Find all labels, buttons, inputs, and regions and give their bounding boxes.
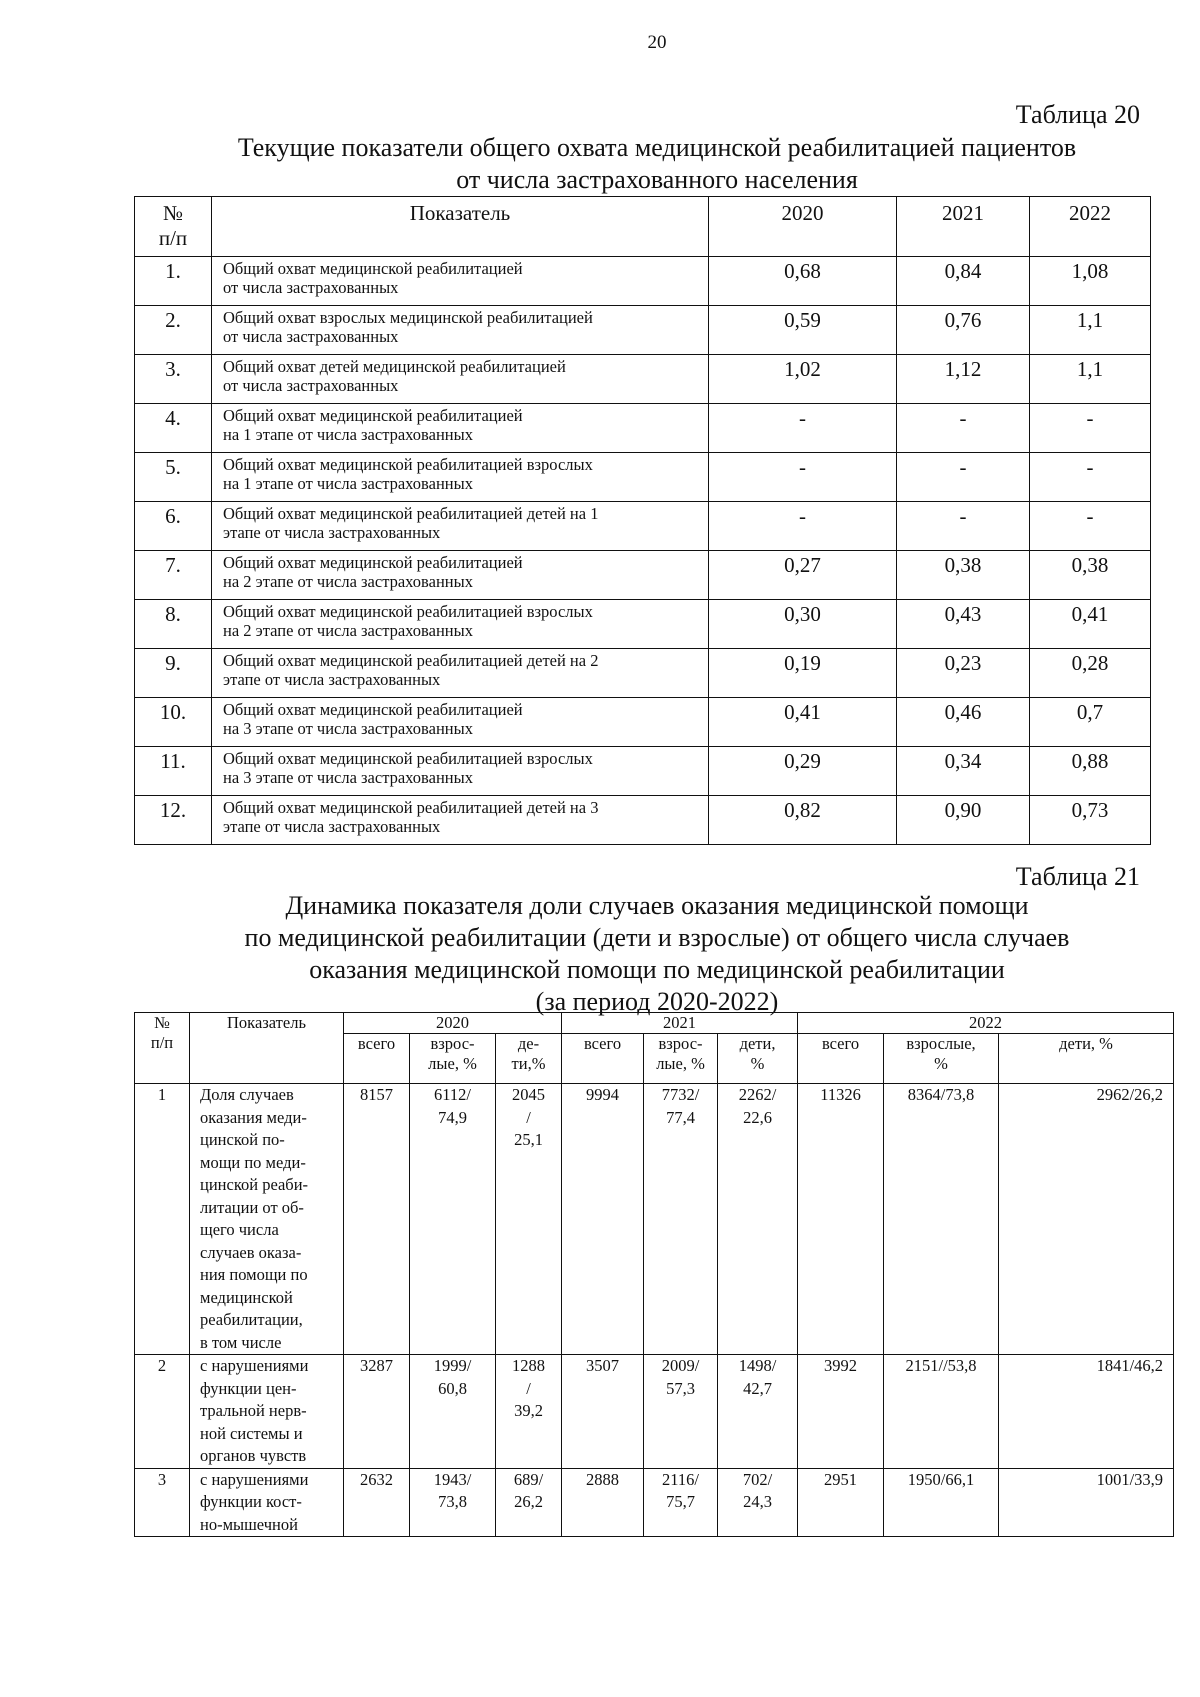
indicator-line: на 2 этапе от числа застрахованных — [223, 621, 473, 640]
value-2021: 0,46 — [897, 698, 1030, 747]
indicator-line: на 3 этапе от числа застрахованных — [223, 719, 473, 738]
table-row — [135, 257, 1151, 306]
cell-line: 77,4 — [666, 1107, 695, 1127]
table20-header-indicator: Показатель — [212, 197, 709, 257]
indicator-line: Общий охват медицинской реабилитацией взрослых — [223, 749, 593, 768]
table21-header-kids-2020: де- ти,% — [496, 1034, 562, 1084]
cell-line: оказания меди- — [200, 1107, 307, 1127]
table20-title-line1: Текущие показатели общего охвата медицинской реабилитацией пациентов — [237, 133, 1077, 162]
cell-line: 1498/ — [738, 1356, 777, 1375]
table-row — [135, 306, 1151, 355]
cell-line: случаев оказа- — [200, 1242, 302, 1262]
cell-line: 7732/ — [661, 1085, 700, 1104]
indicator-line: от числа застрахованных — [223, 278, 399, 297]
row-indicator — [212, 796, 709, 845]
indicator-line: Общий охват медицинской реабилитацией — [223, 406, 523, 425]
cell-line: щего числа — [200, 1220, 279, 1239]
row-number: 7. — [135, 551, 212, 600]
row-indicator — [212, 747, 709, 796]
cell-line: цинской реаби- — [200, 1175, 309, 1194]
row-number: 2 — [135, 1355, 190, 1469]
indicator-line: Общий охват медицинской реабилитацией детей на 3 — [223, 798, 599, 817]
indicator-line: Общий охват медицинской реабилитацией — [223, 700, 523, 719]
value-2022: - — [1030, 502, 1151, 551]
value-2021: - — [897, 453, 1030, 502]
value-2020: 0,30 — [709, 600, 897, 649]
table20-header-2021: 2021 — [897, 197, 1030, 257]
row-number: 1 — [135, 1084, 190, 1355]
row-indicator — [212, 306, 709, 355]
cell-line: ния помощи по — [200, 1265, 308, 1284]
table-row — [135, 796, 1151, 845]
table-row — [135, 649, 1151, 698]
row-indicator — [190, 1355, 344, 1469]
row-indicator — [212, 453, 709, 502]
adults-2022: 1950/66,1 — [884, 1468, 999, 1537]
adults-2022: 2151//53,8 — [884, 1355, 999, 1469]
row-indicator — [212, 698, 709, 747]
cell-line: 57,3 — [666, 1378, 695, 1398]
table21-header-total-2022: всего — [798, 1034, 884, 1084]
adults-2021 — [644, 1468, 718, 1537]
value-2020: - — [709, 453, 897, 502]
indicator-line: Общий охват медицинской реабилитацией взрослых — [223, 455, 593, 474]
cell-line: 25,1 — [514, 1130, 543, 1149]
cell-line: с нарушениями — [200, 1356, 309, 1375]
cell-line: 60,8 — [438, 1378, 467, 1398]
indicator-line: от числа застрахованных — [223, 327, 399, 346]
table21-header-2020: 2020 — [344, 1013, 562, 1034]
value-2021: 0,90 — [897, 796, 1030, 845]
table20 — [134, 196, 1151, 845]
value-2021: 0,38 — [897, 551, 1030, 600]
value-2022: 0,73 — [1030, 796, 1151, 845]
cell-line: 1943/ — [433, 1469, 472, 1489]
row-number: 3. — [135, 355, 212, 404]
table21-header-kids-2022: дети, % — [999, 1034, 1174, 1084]
adults-2020 — [410, 1084, 496, 1355]
row-indicator — [212, 502, 709, 551]
row-indicator — [212, 600, 709, 649]
value-2021: 0,43 — [897, 600, 1030, 649]
table21-header-adults-2020: взрос- лые, % — [410, 1034, 496, 1084]
value-2021: 0,34 — [897, 747, 1030, 796]
table21-header-2021: 2021 — [562, 1013, 798, 1034]
cell-line: функции кост- — [200, 1492, 302, 1511]
row-number: 12. — [135, 796, 212, 845]
table21-title-line4: (за период 2020-2022) — [535, 987, 779, 1016]
indicator-line: на 2 этапе от числа застрахованных — [223, 572, 473, 591]
indicator-line: этапе от числа застрахованных — [223, 523, 441, 542]
indicator-line: этапе от числа застрахованных — [223, 670, 441, 689]
value-2020: 0,59 — [709, 306, 897, 355]
table21-header-total-2020: всего — [344, 1034, 410, 1084]
value-2020: 1,02 — [709, 355, 897, 404]
cell-line: 26,2 — [514, 1492, 543, 1511]
adults-2021 — [644, 1084, 718, 1355]
indicator-line: на 1 этапе от числа застрахованных — [223, 425, 473, 444]
cell-line: 2009/ — [661, 1356, 700, 1375]
row-indicator — [212, 551, 709, 600]
cell-line: 42,7 — [743, 1378, 772, 1398]
table21-header-adults-2021: взрос- лые, % — [644, 1034, 718, 1084]
cell-line: органов чувств — [200, 1446, 307, 1465]
kids-2020 — [496, 1084, 562, 1355]
row-number: 1. — [135, 257, 212, 306]
indicator-line: от числа застрахованных — [223, 376, 399, 395]
table20-label: Таблица 20 — [1015, 100, 1140, 129]
cell-line: 1999/ — [433, 1356, 472, 1375]
row-indicator — [212, 257, 709, 306]
value-2022: 1,1 — [1030, 355, 1151, 404]
cell-line: 1288 — [512, 1356, 545, 1375]
cell-line: / — [526, 1378, 531, 1398]
row-number: 8. — [135, 600, 212, 649]
table20-title — [0, 132, 1200, 196]
table21-header-row-years — [135, 1013, 1174, 1034]
table21-title-line1: Динамика показателя доли случаев оказания медицинской помощи — [285, 891, 1029, 920]
cell-line: цинской по- — [200, 1130, 285, 1149]
table21-title — [0, 890, 1200, 1018]
value-2020: 0,82 — [709, 796, 897, 845]
cell-line: медицинской — [200, 1287, 293, 1307]
value-2020: - — [709, 502, 897, 551]
kids-2022: 1001/33,9 — [999, 1468, 1174, 1537]
indicator-line: Общий охват детей медицинской реабилитацией — [223, 357, 566, 376]
value-2021: 0,23 — [897, 649, 1030, 698]
kids-2020 — [496, 1468, 562, 1537]
row-number: 6. — [135, 502, 212, 551]
cell-line: ной системы и — [200, 1423, 303, 1443]
cell-line: 24,3 — [743, 1492, 772, 1511]
cell-line: реабилитации, — [200, 1310, 303, 1329]
kids-2022: 1841/46,2 — [999, 1355, 1174, 1469]
total-2022: 3992 — [798, 1355, 884, 1469]
page-number: 20 — [647, 32, 667, 53]
value-2021: 0,84 — [897, 257, 1030, 306]
value-2020: 0,68 — [709, 257, 897, 306]
total-2020: 3287 — [344, 1355, 410, 1469]
value-2022: 0,38 — [1030, 551, 1151, 600]
table-row — [135, 502, 1151, 551]
table-row — [135, 600, 1151, 649]
kids-2022: 2962/26,2 — [999, 1084, 1174, 1355]
value-2020: - — [709, 404, 897, 453]
table20-header-num: № п/п — [135, 197, 212, 257]
cell-line: в том числе — [200, 1332, 282, 1352]
indicator-line: на 1 этапе от числа застрахованных — [223, 474, 473, 493]
value-2021: 1,12 — [897, 355, 1030, 404]
value-2021: - — [897, 502, 1030, 551]
value-2022: 1,08 — [1030, 257, 1151, 306]
kids-2021 — [718, 1084, 798, 1355]
indicator-line: Общий охват медицинской реабилитацией — [223, 259, 523, 278]
table-row — [135, 698, 1151, 747]
total-2021: 9994 — [562, 1084, 644, 1355]
table20-header-row — [135, 197, 1151, 257]
total-2021: 3507 — [562, 1355, 644, 1469]
table-row — [135, 1468, 1174, 1537]
indicator-line: на 3 этапе от числа застрахованных — [223, 768, 473, 787]
row-indicator — [190, 1084, 344, 1355]
row-number: 11. — [135, 747, 212, 796]
table21-header-2022: 2022 — [798, 1013, 1174, 1034]
row-indicator — [212, 649, 709, 698]
adults-2022: 8364/73,8 — [884, 1084, 999, 1355]
cell-line: тральной нерв- — [200, 1401, 307, 1420]
indicator-line: Общий охват медицинской реабилитацией взрослых — [223, 602, 593, 621]
value-2020: 0,41 — [709, 698, 897, 747]
cell-line: 689/ — [513, 1469, 544, 1489]
table-row — [135, 404, 1151, 453]
value-2021: - — [897, 404, 1030, 453]
value-2020: 0,27 — [709, 551, 897, 600]
table21-header-adults-2022: взрослые, % — [884, 1034, 999, 1084]
table20-title-line2: от числа застрахованного населения — [456, 165, 858, 194]
table21-header-indicator: Показатель — [190, 1013, 344, 1084]
adults-2021 — [644, 1355, 718, 1469]
table21-label: Таблица 21 — [1015, 862, 1140, 891]
value-2022: 0,7 — [1030, 698, 1151, 747]
table21-header-total-2021: всего — [562, 1034, 644, 1084]
cell-line: 2116/ — [662, 1469, 699, 1489]
total-2022: 2951 — [798, 1468, 884, 1537]
table-row — [135, 747, 1151, 796]
cell-line: 75,7 — [666, 1492, 695, 1511]
cell-line: 702/ — [742, 1469, 773, 1489]
total-2021: 2888 — [562, 1468, 644, 1537]
value-2022: 1,1 — [1030, 306, 1151, 355]
cell-line: / — [526, 1107, 531, 1127]
total-2020: 2632 — [344, 1468, 410, 1537]
row-indicator — [212, 355, 709, 404]
row-indicator — [212, 404, 709, 453]
value-2022: - — [1030, 404, 1151, 453]
cell-line: с нарушениями — [200, 1469, 309, 1489]
table-row — [135, 551, 1151, 600]
cell-line: Доля случаев — [200, 1085, 294, 1104]
kids-2021 — [718, 1468, 798, 1537]
row-indicator — [190, 1468, 344, 1537]
table-row — [135, 453, 1151, 502]
adults-2020 — [410, 1355, 496, 1469]
cell-line: 74,9 — [438, 1107, 467, 1127]
value-2022: - — [1030, 453, 1151, 502]
kids-2021 — [718, 1355, 798, 1469]
value-2022: 0,41 — [1030, 600, 1151, 649]
table21-header-kids-2021: дети, % — [718, 1034, 798, 1084]
row-number: 2. — [135, 306, 212, 355]
indicator-line: Общий охват медицинской реабилитацией детей на 2 — [223, 651, 599, 670]
table21-title-line3: оказания медицинской помощи по медицинской реабилитации — [309, 955, 1005, 984]
row-number: 4. — [135, 404, 212, 453]
value-2020: 0,29 — [709, 747, 897, 796]
cell-line: 2045 — [512, 1085, 545, 1104]
indicator-line: Общий охват медицинской реабилитацией — [223, 553, 523, 572]
cell-line: мощи по меди- — [200, 1152, 306, 1172]
table-row — [135, 1355, 1174, 1469]
row-number: 9. — [135, 649, 212, 698]
value-2020: 0,19 — [709, 649, 897, 698]
value-2021: 0,76 — [897, 306, 1030, 355]
cell-line: 73,8 — [438, 1492, 467, 1511]
table20-body — [135, 257, 1151, 845]
table21-header-num: № п/п — [135, 1013, 190, 1084]
adults-2020 — [410, 1468, 496, 1537]
cell-line: 22,6 — [743, 1107, 772, 1127]
indicator-line: Общий охват взрослых медицинской реабилитацией — [223, 308, 593, 327]
value-2022: 0,88 — [1030, 747, 1151, 796]
total-2020: 8157 — [344, 1084, 410, 1355]
table-row — [135, 355, 1151, 404]
table-row — [135, 1084, 1174, 1355]
table20-header-2022: 2022 — [1030, 197, 1151, 257]
total-2022: 11326 — [798, 1084, 884, 1355]
cell-line: 39,2 — [514, 1401, 543, 1420]
table21 — [134, 1012, 1174, 1537]
value-2022: 0,28 — [1030, 649, 1151, 698]
cell-line: функции цен- — [200, 1378, 297, 1398]
row-number: 3 — [135, 1468, 190, 1537]
indicator-line: Общий охват медицинской реабилитацией детей на 1 — [223, 504, 599, 523]
cell-line: но-мышечной — [200, 1514, 298, 1534]
cell-line: 6112/ — [434, 1085, 471, 1104]
kids-2020 — [496, 1355, 562, 1469]
cell-line: 2262/ — [738, 1085, 777, 1104]
cell-line: литации от об- — [200, 1197, 304, 1217]
table21-title-line2: по медицинской реабилитации (дети и взрослые) от общего числа случаев — [244, 923, 1070, 952]
table21-body — [135, 1084, 1174, 1537]
table20-header-2020: 2020 — [709, 197, 897, 257]
indicator-line: этапе от числа застрахованных — [223, 817, 441, 836]
row-number: 10. — [135, 698, 212, 747]
row-number: 5. — [135, 453, 212, 502]
